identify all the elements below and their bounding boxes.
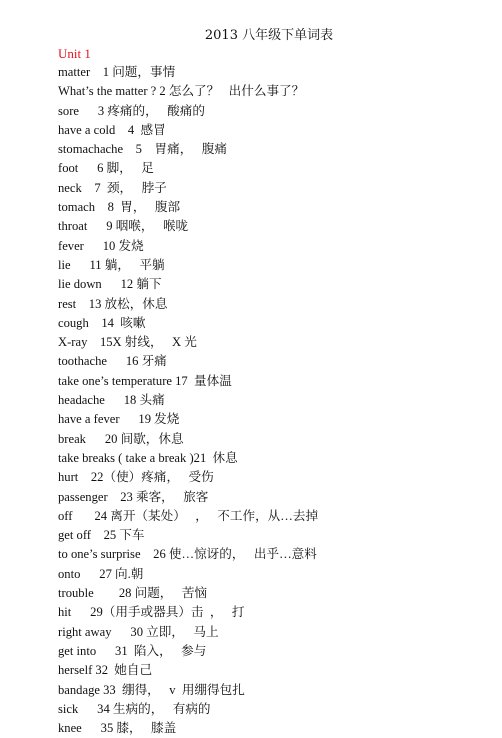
vocabulary-entry: get into 31 陷入， 参与 bbox=[58, 643, 207, 658]
vocabulary-entry: take breaks ( take a break )21 休息 bbox=[58, 450, 238, 465]
vocabulary-entry: hit 29（用手或器具）击 ， 打 bbox=[58, 605, 245, 620]
vocabulary-entry: to one’s surprise 26 使…惊讶的， 出乎…意料 bbox=[58, 547, 317, 562]
vocabulary-entry: matter 1 问题，事情 bbox=[58, 65, 176, 79]
vocabulary-entry: What’s the matter ? 2 怎么了？ 出什么事了？ bbox=[58, 84, 305, 99]
vocabulary-entry: headache 18 头痛 bbox=[58, 393, 165, 408]
vocabulary-entry: sore 3 疼痛的， 酸痛的 bbox=[58, 103, 205, 118]
vocabulary-entry: hurt 22（使）疼痛， 受伤 bbox=[58, 470, 214, 485]
vocabulary-entry: trouble 28 问题， 苦恼 bbox=[58, 586, 208, 601]
vocabulary-entry: sick 34 生病的， 有病的 bbox=[58, 701, 211, 716]
vocabulary-entry: herself 32 她自己 bbox=[58, 663, 153, 678]
vocabulary-entry: fever 10 发烧 bbox=[58, 238, 144, 253]
vocabulary-entry: X-ray 15X 射线， X 光 bbox=[58, 335, 197, 350]
vocabulary-entry: neck 7 颈， 脖子 bbox=[58, 180, 167, 195]
vocabulary-entry: knee 35 膝， 膝盖 bbox=[58, 721, 177, 736]
vocabulary-entry: cough 14 咳嗽 bbox=[58, 315, 146, 330]
vocabulary-entry: passenger 23 乘客， 旅客 bbox=[58, 489, 209, 504]
vocabulary-entry: right away 30 立即， 马上 bbox=[58, 624, 219, 639]
vocabulary-entry: have a cold 4 感冒 bbox=[58, 122, 166, 137]
vocabulary-entry: stomachache 5 胃痛， 腹痛 bbox=[58, 142, 227, 157]
unit-heading: Unit 1 bbox=[58, 46, 91, 61]
vocabulary-entry: lie 11 躺， 平躺 bbox=[58, 257, 165, 272]
vocabulary-entry: break 20 间歇，休息 bbox=[58, 431, 184, 446]
vocabulary-entry: throat 9 咽喉， 喉咙 bbox=[58, 219, 189, 234]
vocabulary-entry: get off 25 下车 bbox=[58, 528, 145, 543]
vocabulary-entry: toothache 16 牙痛 bbox=[58, 354, 167, 369]
vocabulary-entry: bandage 33 绷得， v 用绷得包扎 bbox=[58, 682, 245, 697]
vocabulary-entry: onto 27 向.朝 bbox=[58, 566, 144, 581]
vocabulary-entry: tomach 8 胃， 腹部 bbox=[58, 200, 181, 215]
vocabulary-entry: off 24 离开（某处） ， 不工作，从…去掉 bbox=[58, 508, 319, 523]
vocabulary-entry: take one’s temperature 17 量体温 bbox=[58, 373, 232, 388]
vocabulary-entry: lie down 12 躺下 bbox=[58, 277, 162, 292]
vocabulary-entry: rest 13 放松，休息 bbox=[58, 296, 168, 311]
vocabulary-entry: foot 6 脚， 足 bbox=[58, 161, 154, 176]
document-title: 2013 八年级下单词表 bbox=[204, 28, 334, 43]
vocabulary-entry: have a fever 19 发烧 bbox=[58, 412, 180, 427]
vocabulary-list bbox=[58, 63, 468, 738]
